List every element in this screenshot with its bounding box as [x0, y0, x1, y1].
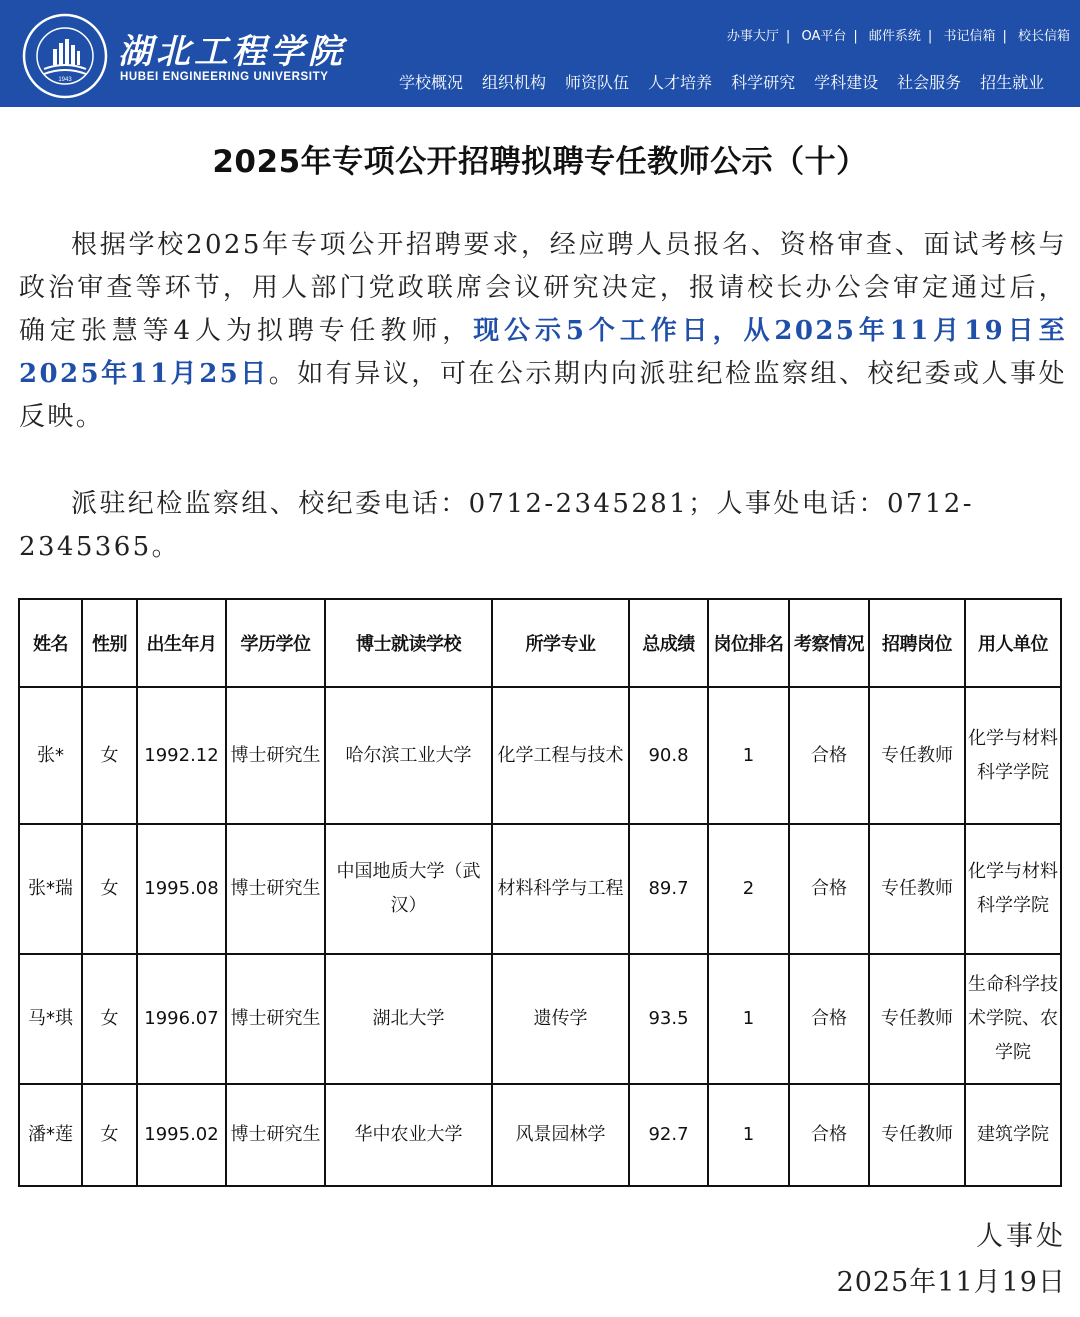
header-birth: 出生年月 — [137, 599, 226, 687]
top-link-oa[interactable]: OA平台 — [801, 29, 847, 44]
nav-item-social-service[interactable]: 社会服务 — [897, 73, 962, 92]
cell-gender: 女 — [82, 1084, 137, 1186]
university-name-cn[interactable]: 湖北工程学院 — [118, 32, 346, 72]
cell-school: 华中农业大学 — [325, 1084, 492, 1186]
signature-date: 2025年11月19日 — [836, 1267, 1066, 1298]
cell-score: 90.8 — [629, 687, 708, 824]
cell-birth: 1996.07 — [137, 954, 226, 1084]
cell-name: 潘*莲 — [19, 1084, 82, 1186]
table-row — [19, 954, 1061, 1084]
cell-major: 材料科学与工程 — [492, 824, 629, 954]
header-gender: 性别 — [82, 599, 137, 687]
cell-position: 专任教师 — [869, 824, 965, 954]
cell-name: 张* — [19, 687, 82, 824]
cell-degree: 博士研究生 — [226, 954, 325, 1084]
cell-rank: 1 — [708, 687, 789, 824]
cell-assessment: 合格 — [789, 824, 869, 954]
nav-item-disciplines[interactable]: 学科建设 — [814, 73, 879, 92]
signature-department: 人事处 — [976, 1221, 1066, 1252]
table-row — [19, 687, 1061, 824]
header-position: 招聘岗位 — [869, 599, 965, 687]
cell-birth: 1992.12 — [137, 687, 226, 824]
header-major: 所学专业 — [492, 599, 629, 687]
table-row — [19, 1084, 1061, 1186]
cell-assessment: 合格 — [789, 954, 869, 1084]
university-name-en: HUBEI ENGINEERING UNIVERSITY — [120, 71, 329, 83]
top-link-mail[interactable]: 邮件系统 — [868, 29, 921, 44]
cell-gender: 女 — [82, 954, 137, 1084]
top-links: 办事大厅 | OA平台 | 邮件系统 | 书记信箱 | 校长信箱 — [726, 29, 1070, 44]
article-title: 2025年专项公开招聘拟聘专任教师公示（十） — [212, 144, 868, 180]
cell-major: 遗传学 — [492, 954, 629, 1084]
notice-period-highlight: 现公示5个工作日，从2025年11月19日至2025年11月25日 — [19, 316, 1067, 389]
paragraph-1-text-b: 。如有异议，可在公示期内向派驻纪检监察组、校纪委或人事处反映。 — [19, 359, 1067, 432]
cell-position: 专任教师 — [869, 1084, 965, 1186]
table-header-row — [19, 599, 1061, 687]
cell-birth: 1995.02 — [137, 1084, 226, 1186]
university-seal-icon[interactable] — [22, 13, 108, 99]
cell-assessment: 合格 — [789, 1084, 869, 1186]
cell-unit: 生命科学技术学院、农学院 — [965, 954, 1061, 1084]
cell-unit: 建筑学院 — [965, 1084, 1061, 1186]
nav-item-education[interactable]: 人才培养 — [648, 73, 713, 92]
header-rank: 岗位排名 — [708, 599, 789, 687]
cell-degree: 博士研究生 — [226, 824, 325, 954]
cell-score: 89.7 — [629, 824, 708, 954]
nav-item-research[interactable]: 科学研究 — [731, 73, 796, 92]
cell-birth: 1995.08 — [137, 824, 226, 954]
cell-school: 湖北大学 — [325, 954, 492, 1084]
top-link-president-mailbox[interactable]: 校长信箱 — [1017, 29, 1070, 44]
cell-degree: 博士研究生 — [226, 1084, 325, 1186]
cell-degree: 博士研究生 — [226, 687, 325, 824]
header-name: 姓名 — [19, 599, 82, 687]
cell-unit: 化学与材料科学学院 — [965, 687, 1061, 824]
cell-unit: 化学与材料科学学院 — [965, 824, 1061, 954]
nav-item-organization[interactable]: 组织机构 — [482, 73, 547, 92]
cell-school: 哈尔滨工业大学 — [325, 687, 492, 824]
header-score: 总成绩 — [629, 599, 708, 687]
cell-position: 专任教师 — [869, 954, 965, 1084]
candidate-table — [18, 598, 1062, 1187]
cell-major: 风景园林学 — [492, 1084, 629, 1186]
header-unit: 用人单位 — [965, 599, 1061, 687]
cell-rank: 1 — [708, 1084, 789, 1186]
top-link-service-hall[interactable]: 办事大厅 — [726, 29, 779, 44]
nav-item-faculty[interactable]: 师资队伍 — [565, 73, 630, 92]
seal-year: 1943 — [58, 77, 72, 83]
cell-gender: 女 — [82, 687, 137, 824]
cell-gender: 女 — [82, 824, 137, 954]
site-header — [0, 0, 1080, 107]
header-assessment: 考察情况 — [789, 599, 869, 687]
cell-score: 93.5 — [629, 954, 708, 1084]
header-degree: 学历学位 — [226, 599, 325, 687]
cell-rank: 2 — [708, 824, 789, 954]
table-row — [19, 824, 1061, 954]
cell-score: 92.7 — [629, 1084, 708, 1186]
paragraph-1-text-a: 根据学校2025年专项公开招聘要求，经应聘人员报名、资格审查、面试考核与政治审查等环节，用人部门党政联席会议研究决定，报请校长办公会审定通过后，确定张慧等4人为拟聘专任教师， — [19, 230, 1067, 346]
article-paragraph-1 — [19, 224, 1067, 439]
nav-item-overview[interactable]: 学校概况 — [399, 73, 464, 92]
nav-item-admissions[interactable]: 招生就业 — [980, 73, 1045, 92]
cell-rank: 1 — [708, 954, 789, 1084]
cell-name: 张*瑞 — [19, 824, 82, 954]
cell-school: 中国地质大学（武汉） — [325, 824, 492, 954]
main-nav — [399, 70, 1080, 93]
cell-position: 专任教师 — [869, 687, 965, 824]
cell-major: 化学工程与技术 — [492, 687, 629, 824]
cell-name: 马*琪 — [19, 954, 82, 1084]
top-link-secretary-mailbox[interactable]: 书记信箱 — [943, 29, 996, 44]
header-school: 博士就读学校 — [325, 599, 492, 687]
cell-assessment: 合格 — [789, 687, 869, 824]
article-paragraph-contact: 派驻纪检监察组、校纪委电话：0712-2345281；人事处电话：0712-2345365。 — [19, 489, 974, 562]
